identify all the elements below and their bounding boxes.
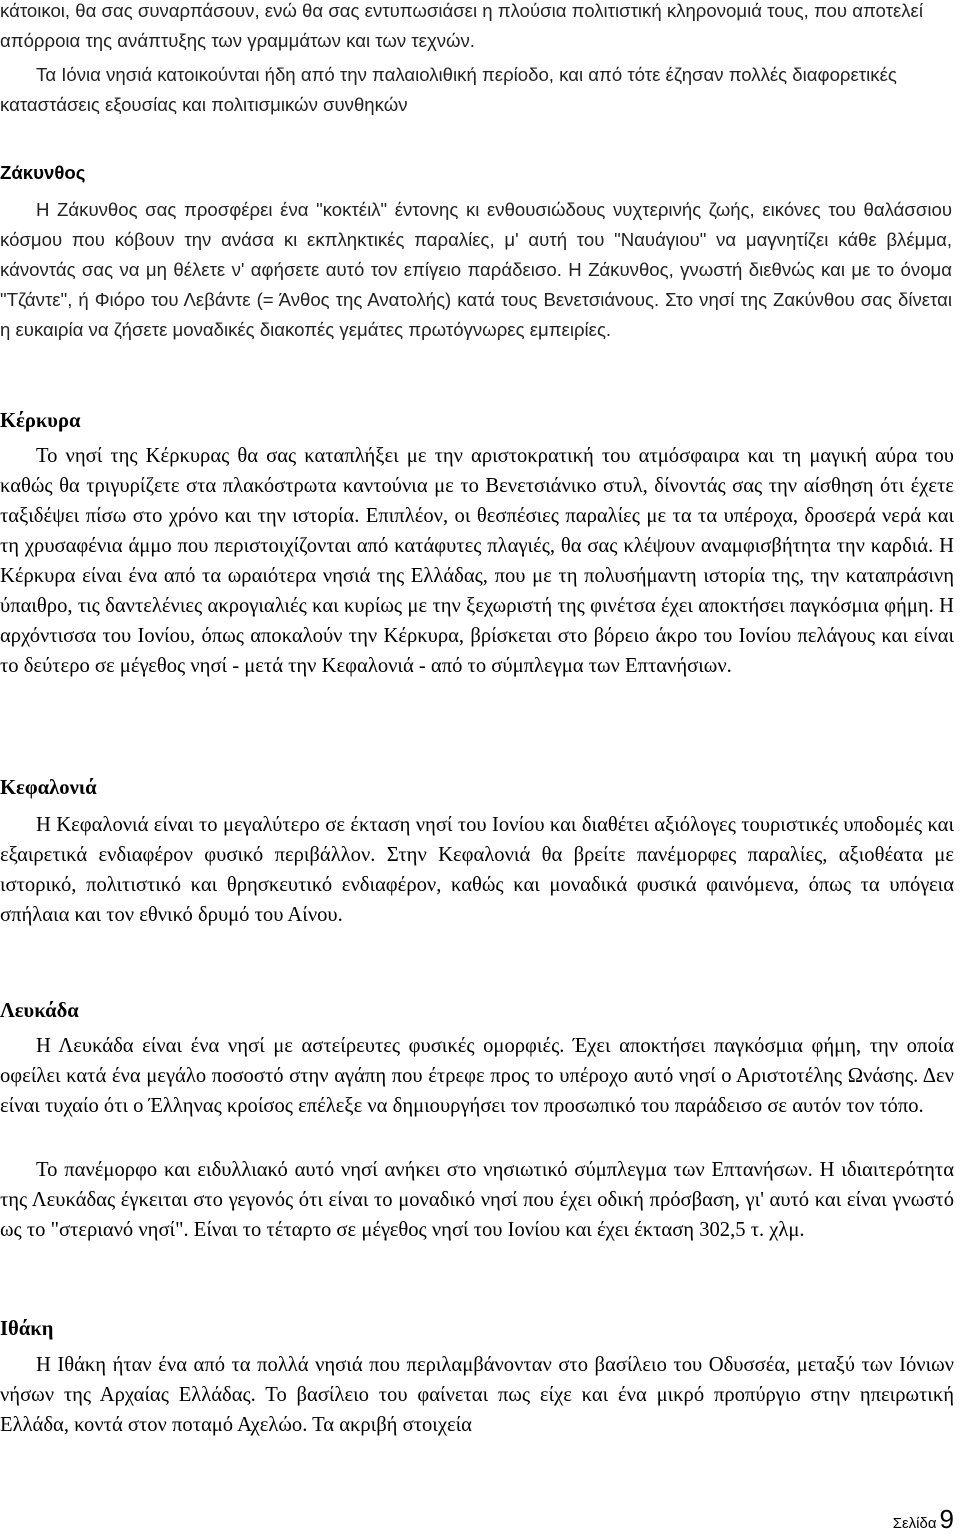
section-body-lefkada-1: Η Λευκάδα είναι ένα νησί με αστείρευτες φυσικές ομορφιές. Έχει αποκτήσει παγκόσμια φήμη, την οποία οφείλει κατά ένα μεγάλο ποσοστό στην αγάπη που έτρεφε προς το υπέροχο αυτό νησί ο Αριστοτέλης Ωνάσης. Δεν είναι τυχαίο ότι ο Έλληνας κροίσος επέλεξε να δημιουργήσει τον προσωπικό του παράδεισο σε αυτόν τον τόπο.	[0, 1035, 954, 1117]
section-heading-zakynthos: Ζάκυνθος	[0, 162, 86, 183]
section-heading-ithaki: Ιθάκη	[0, 1318, 54, 1340]
section-body-ithaki: Η Ιθάκη ήταν ένα από τα πολλά νησιά που περιλαμβάνονταν στο βασίλειο του Οδυσσέα, μεταξύ των Ιόνιων νήσων της Αρχαίας Ελλάδας. Το βασίλειο του φαίνεται πως είχε και ένα μικρό προπύργιο στην ηπειρωτική Ελλάδα, κοντά στον ποταμό Αχελώο. Τα ακριβή στοιχεία	[0, 1354, 954, 1436]
section-heading-kefalonia: Κεφαλονιά	[0, 777, 97, 799]
section-heading-kerkyra: Κέρκυρα	[0, 410, 81, 432]
section-body-kerkyra: Το νησί της Κέρκυρας θα σας καταπλήξει με την αριστοκρατική του ατμόσφαιρα και τη μαγική αύρα του καθώς θα τριγυρίζετε στα πλακόστρωτα καντούνια με το Βενετσιάνικο στυλ, δίνοντάς σας την αίσθηση ότι έχετε ταξιδέψει πίσω στο χρόνο και την ιστορία. Επιπλέον, οι θεσπέσιες παραλίες με τα τα υπέροχα, δροσερά νερά και τη χρυσαφένια άμμο που περιστοιχίζονται από κατάφυτες πλαγιές, θα σας κλέψουν αναμφισβήτητα την καρδιά. Η Κέρκυρα είναι ένα από τα ωραιότερα νησιά της Ελλάδας, που με τη πολυσήμαντη ιστορία της, την καταπράσινη ύπαιθρο, τις δαντελένιες ακρογιαλιές και κυρίως με την ξεχωριστή της φινέτσα έχει αποκτήσει παγκόσμια φήμη. Η αρχόντισσα του Ιονίου, όπως αποκαλούν την Κέρκυρα, βρίσκεται στο βόρειο άκρο του Ιονίου πελάγους και είναι το δεύτερο σε μέγεθος νησί - μετά την Κεφαλονιά - από το σύμπλεγμα των Επτανήσιων.	[0, 445, 954, 677]
intro-paragraph: κάτοικοι, θα σας συναρπάσουν, ενώ θα σας εντυπωσιάσει η πλούσια πολιτιστική κληρονομιά τους, που αποτελεί απόρροια της ανάπτυξης των γραμμάτων και των τεχνών.	[0, 0, 923, 51]
section-body-zakynthos: Η Ζάκυνθος σας προσφέρει ένα "κοκτέιλ" έντονης κι ενθουσιώδους νυχτερινής ζωής, εικόνες του θαλάσσιου κόσμου που κόβουν την ανάσα κι εκπληκτικές παραλίες, μ' αυτή του "Ναυάγιου" να μαγνητίζει κάθε βλέμμα, κάνοντάς σας να μη θέλετε ν' αφήσετε αυτό τον επίγειο παράδεισο. Η Ζάκυνθος, γνωστή διεθνώς και με το όνομα "Τζάντε", ή Φιόρο του Λεβάντε (= Άνθος της Ανατολής) κατά τους Βενετσιάνους. Στο νησί της Ζακύνθου σας δίνεται η ευκαιρία να ζήσετε μοναδικές διακοπές γεμάτες πρωτόγνωρες εμπειρίες.	[0, 199, 952, 340]
section-body-kefalonia: Η Κεφαλονιά είναι το μεγαλύτερο σε έκταση νησί του Ιονίου και διαθέτει αξιόλογες τουριστικές υποδομές και εξαιρετικά ενδιαφέρον φυσικό περιβάλλον. Στην Κεφαλονιά θα βρείτε πανέμορφες παραλίες, αξιοθέατα με ιστορικό, πολιτιστικό και θρησκευτικό ενδιαφέρον, καθώς και μοναδικά φυσικά φαινόμενα, όπως τα υπόγεια σπήλαια και τον εθνικό δρυμό του Αίνου.	[0, 814, 954, 926]
page-label: Σελίδα	[892, 1515, 937, 1532]
section-heading-lefkada: Λευκάδα	[0, 1000, 79, 1022]
page-number: 9	[939, 1504, 954, 1534]
section-body-lefkada-2: Το πανέμορφο και ειδυλλιακό αυτό νησί ανήκει στο νησιωτικό σύμπλεγμα των Επτανήσων. Η ιδιαιτερότητα της Λευκάδας έγκειται στο γεγονός ότι είναι το μοναδικό νησί που έχει οδική πρόσβαση, γι' αυτό και είναι γνωστό ως το "στεριανό νησί". Είναι το τέταρτο σε μέγεθος νησί του Ιονίου και έχει έκταση 302,5 τ. χλμ.	[0, 1159, 954, 1241]
page-footer	[893, 1504, 954, 1536]
intro-paragraph-2: Τα Ιόνια νησιά κατοικούνται ήδη από την παλαιολιθική περίοδο, και από τότε έζησαν πολλές διαφορετικές καταστάσεις εξουσίας και πολιτισμικών συνθηκών	[0, 64, 897, 115]
